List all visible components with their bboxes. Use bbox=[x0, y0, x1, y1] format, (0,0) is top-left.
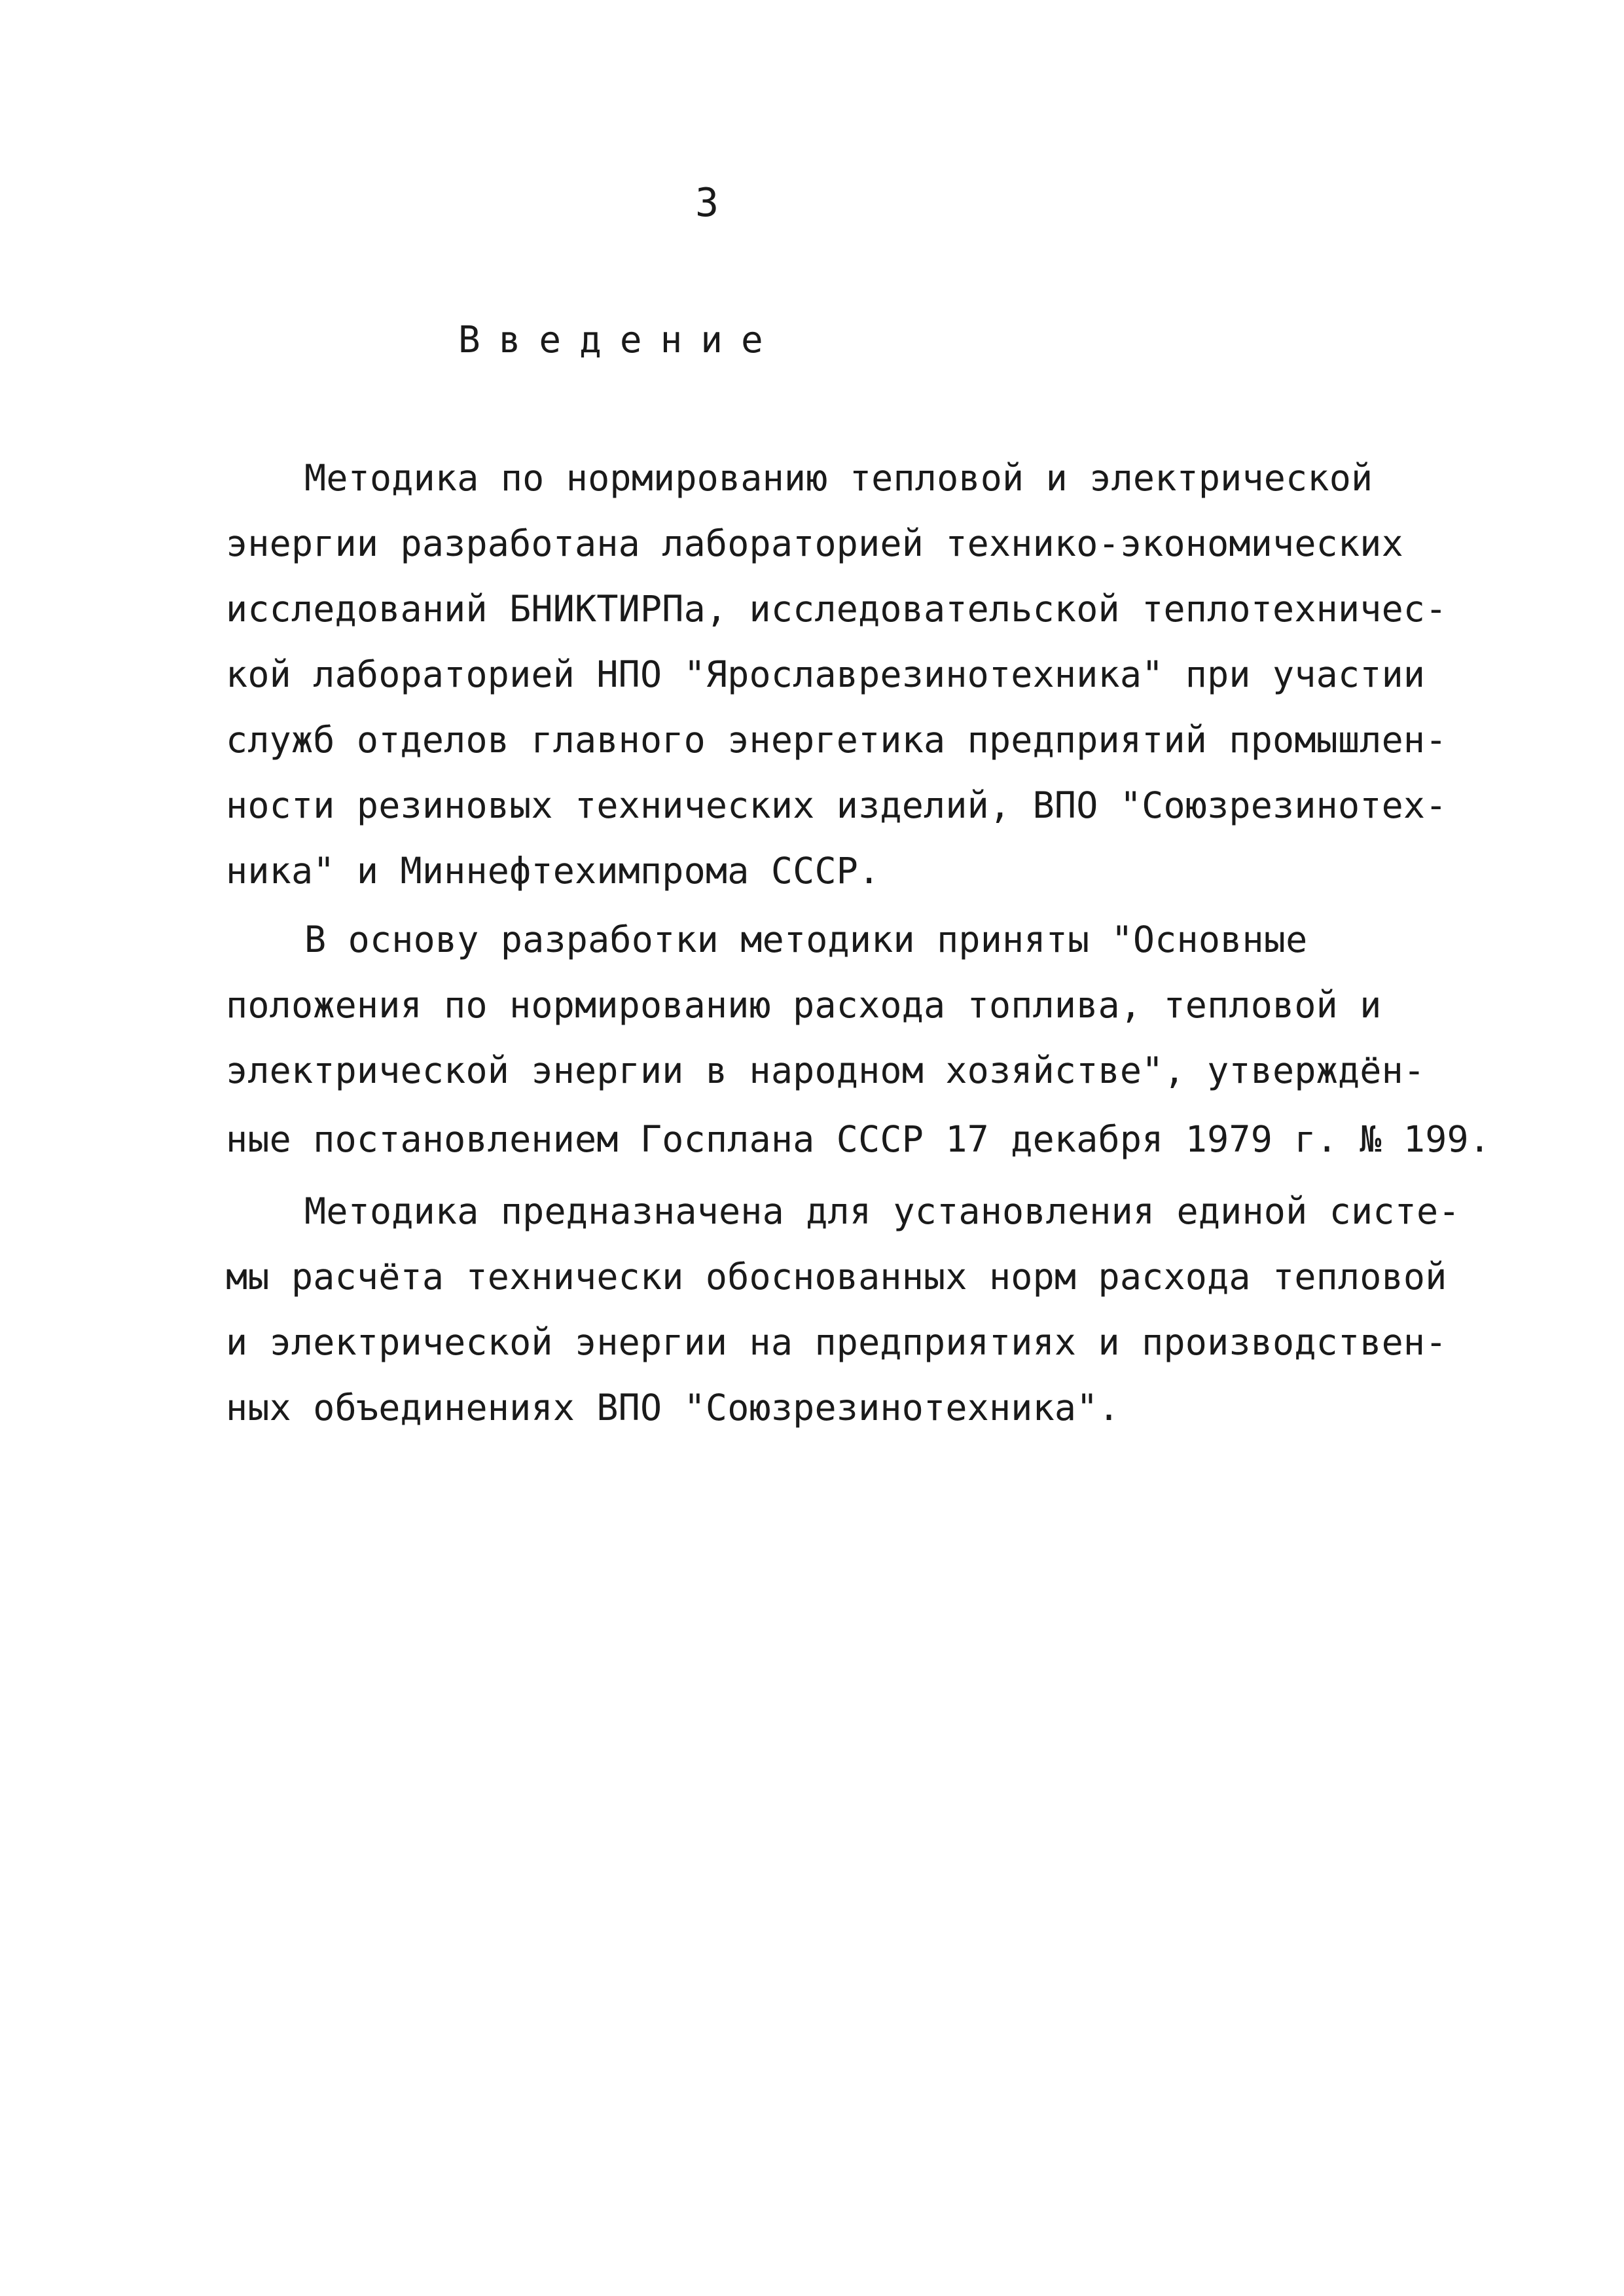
paragraph-line: ника" и Миннефтехимпрома СССР. bbox=[226, 850, 880, 892]
paragraph-line: положения по нормированию расхода топлива, тепловой и bbox=[226, 984, 1382, 1026]
paragraph-line: электрической энергии в народном хозяйстве", утверждён- bbox=[226, 1049, 1426, 1091]
paragraph-line: кой лабораторией НПО "Ярославрезинотехника" при участии bbox=[226, 653, 1426, 695]
paragraph-line: служб отделов главного энергетика предприятий промышлен- bbox=[226, 719, 1447, 761]
paragraph-line: Методика по нормированию тепловой и электрической bbox=[304, 457, 1373, 499]
paragraph-line: энергии разработана лабораторией технико-экономических bbox=[226, 522, 1403, 564]
paragraph-line: ные постановлением Госплана СССР 17 декабря 1979 г. № 199. bbox=[226, 1118, 1491, 1160]
paragraph-line: Методика предназначена для установления единой систе- bbox=[304, 1190, 1460, 1232]
section-heading: Введение bbox=[458, 319, 782, 361]
page-number: 3 bbox=[695, 180, 719, 226]
paragraph-line: В основу разработки методики приняты "Основные bbox=[304, 919, 1308, 960]
paragraph-line: ных объединениях ВПО "Союзрезинотехника". bbox=[226, 1387, 1120, 1429]
paragraph-line: мы расчёта технически обоснованных норм расхода тепловой bbox=[226, 1256, 1447, 1298]
paragraph-line: и электрической энергии на предприятиях и производствен- bbox=[226, 1321, 1447, 1363]
paragraph-line: исследований БНИКТИРПа, исследовательской теплотехничес- bbox=[226, 588, 1447, 630]
paragraph-line: ности резиновых технических изделий, ВПО "Союзрезинотех- bbox=[226, 784, 1447, 826]
